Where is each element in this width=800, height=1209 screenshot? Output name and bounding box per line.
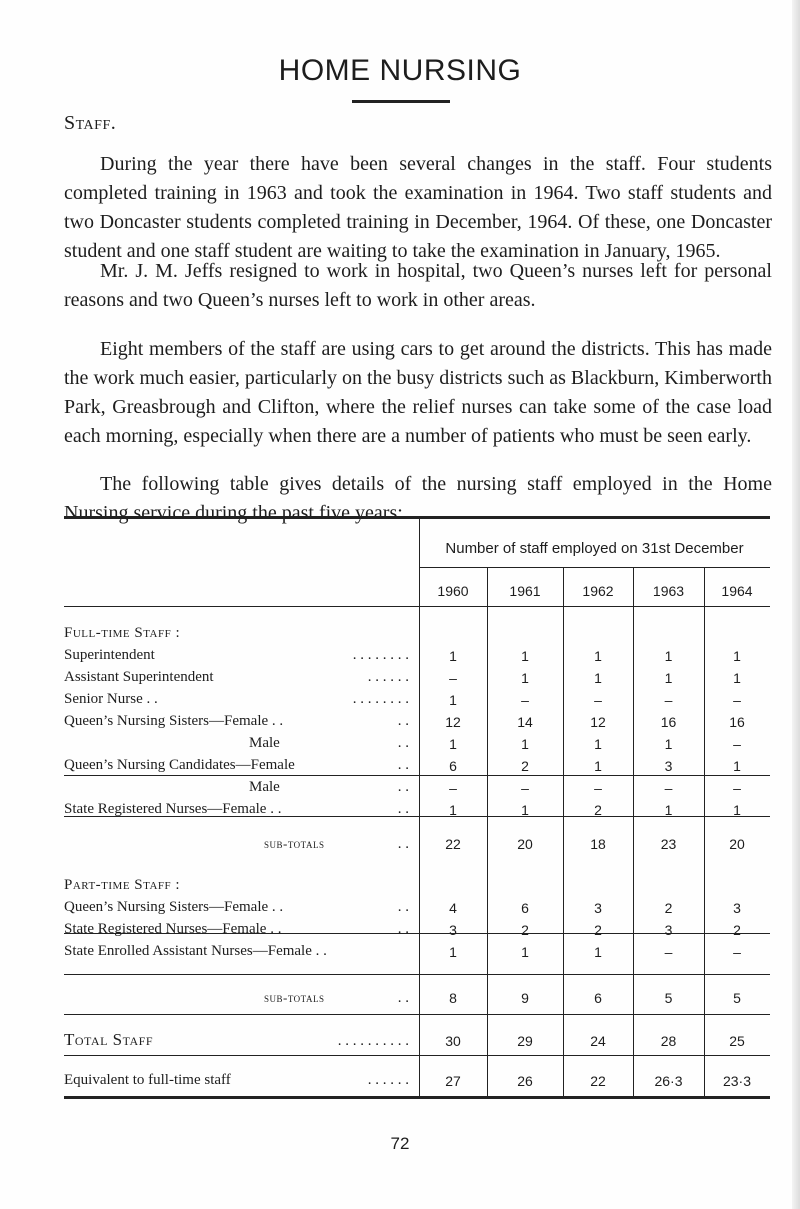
table-cell: 1 — [733, 670, 741, 686]
subtotal-label: sub-totals — [264, 836, 325, 851]
equivalent-label: Equivalent to full-time staff — [64, 1072, 231, 1088]
leader-dots: . . — [397, 836, 409, 852]
row-label: Assistant Superintendent — [64, 669, 214, 685]
leader-dots: . . — [397, 735, 409, 751]
table-cell: – — [594, 780, 602, 796]
paragraph-table-intro: The following table gives details of the nursing staff employed in the Home Nursing service during the past five years: — [64, 473, 772, 524]
table-cell: 6 — [521, 900, 529, 916]
paragraph-resignations: Mr. J. M. Jeffs resigned to work in hospital, two Queen’s nurses left for personal reasons and two Queen’s nurses left to work in other areas. — [64, 260, 772, 311]
table-cell: 3 — [664, 922, 673, 938]
table-cell: 3 — [594, 900, 602, 916]
total-cell: 28 — [660, 1033, 677, 1049]
row-label: Queen’s Nursing Sisters—Female . . — [64, 899, 284, 915]
table-cell: – — [733, 736, 741, 752]
equivalent-cell: 26·3 — [654, 1073, 683, 1089]
leader-dots: . . . . . . — [367, 669, 409, 685]
table-cell: 1 — [594, 758, 602, 774]
table-cell: – — [733, 780, 741, 796]
table-rule — [64, 1055, 770, 1056]
year-header: 1961 — [509, 583, 541, 599]
row-label: Queen’s Nursing Candidates—Female — [64, 757, 295, 773]
table-cell: 3 — [733, 900, 741, 916]
table-rule — [64, 1096, 770, 1099]
row-label: Male — [249, 735, 280, 751]
table-rule — [64, 606, 770, 607]
leader-dots: . . . . . . . . . . — [337, 1033, 409, 1049]
page-title: HOME NURSING — [278, 54, 522, 87]
year-header: 1960 — [437, 583, 469, 599]
subtotal-cell: 8 — [449, 990, 457, 1006]
table-cell: 16 — [729, 714, 745, 730]
part-time-heading: Part-time Staff : — [64, 877, 181, 893]
table-cell: – — [449, 780, 457, 796]
table-cell: – — [733, 692, 741, 708]
total-cell: 29 — [517, 1033, 533, 1049]
table-cell: – — [521, 780, 529, 796]
table-group-header: Number of staff employed on 31st December — [445, 540, 744, 557]
table-rule — [64, 1014, 770, 1015]
page-edge-shadow — [792, 0, 800, 1209]
equivalent-cell: 26 — [517, 1073, 533, 1089]
row-label: Superintendent — [64, 647, 155, 663]
row-label: State Registered Nurses—Female . . — [64, 801, 282, 817]
table-cell: 14 — [517, 714, 533, 730]
table-cell: 2 — [521, 922, 529, 938]
year-header: 1963 — [652, 583, 685, 599]
table-cell: 1 — [449, 692, 457, 708]
table-rule — [419, 567, 770, 568]
subtotal-cell: 5 — [733, 990, 741, 1006]
equivalent-cell: 22 — [590, 1073, 606, 1089]
subtotal-cell: 22 — [445, 836, 461, 852]
title-underline — [352, 100, 450, 103]
leader-dots: . . — [397, 713, 409, 729]
leader-dots: . . . . . . . . — [352, 647, 409, 663]
table-cell: 1 — [733, 802, 741, 818]
table-cell: 1 — [733, 648, 741, 664]
staff-table — [64, 516, 770, 1099]
table-cell: 3 — [449, 922, 457, 938]
row-label: State Registered Nurses—Female . . — [64, 921, 282, 937]
subtotal-cell: 23 — [660, 836, 677, 852]
table-cell: 1 — [449, 802, 457, 818]
subtotal-cell: 5 — [664, 990, 673, 1006]
year-header: 1962 — [582, 583, 614, 599]
table-cell: – — [733, 944, 741, 960]
table-cell: 2 — [521, 758, 529, 774]
total-cell: 30 — [445, 1033, 461, 1049]
table-cell: 1 — [664, 736, 673, 752]
table-cell: 1 — [594, 944, 602, 960]
table-cell: 1 — [449, 944, 457, 960]
equivalent-cell: 23·3 — [722, 1073, 752, 1089]
subtotal-cell: 20 — [729, 836, 745, 852]
leader-dots: . . — [397, 899, 409, 915]
table-cell: 1 — [733, 758, 741, 774]
table-cell: – — [594, 692, 602, 708]
row-label: Senior Nurse . . — [64, 691, 158, 707]
leader-dots: . . — [397, 757, 409, 773]
table-cell: 2 — [594, 922, 602, 938]
table-rule — [64, 974, 770, 975]
table-cell: 1 — [449, 648, 457, 664]
subtotal-cell: 9 — [521, 990, 529, 1006]
table-cell: 12 — [590, 714, 606, 730]
leader-dots: . . . . . . — [367, 1072, 409, 1088]
leader-dots: . . — [397, 779, 409, 795]
table-cell: 1 — [664, 802, 673, 818]
table-cell: 3 — [664, 758, 673, 774]
total-label: Total Staff — [64, 1030, 154, 1049]
page-number: 72 — [390, 1134, 410, 1153]
leader-dots: . . — [397, 990, 409, 1006]
table-cell: – — [449, 670, 457, 686]
leader-dots: . . — [397, 801, 409, 817]
table-cell: 2 — [664, 900, 673, 916]
table-cell: 1 — [521, 944, 529, 960]
subtotal-label: sub-totals — [264, 990, 325, 1005]
table-cell: 12 — [445, 714, 461, 730]
table-cell: 2 — [733, 922, 741, 938]
table-cell: 1 — [664, 670, 673, 686]
table-cell: – — [664, 780, 673, 796]
table-rule — [64, 775, 770, 776]
subtotal-cell: 18 — [590, 836, 606, 852]
table-cell: 1 — [521, 648, 529, 664]
table-cell: 1 — [521, 802, 529, 818]
table-cell: 1 — [521, 736, 529, 752]
paragraph-cars: Eight members of the staff are using cars to get around the districts. This has made the work much easier, particularly on the busy districts such as Blackburn, Kimberworth Park, Greasbrough and Clifton, where the relief nurses can take some of the case load each morning, especially when there are a number of patients who must be seen early. — [64, 338, 772, 447]
table-cell: 6 — [449, 758, 457, 774]
total-cell: 25 — [729, 1033, 745, 1049]
row-label: Queen’s Nursing Sisters—Female . . — [64, 713, 284, 729]
full-time-heading: Full-time Staff : — [64, 625, 181, 641]
row-label: State Enrolled Assistant Nurses—Female . . — [64, 943, 327, 959]
paragraph-staff-changes: During the year there have been several changes in the staff. Four students completed training in 1963 and took the examination in 1964. Two staff students and two Doncaster students completed training in December, 1964. Of these, one Doncaster student and one staff student are waiting to take the examination in January, 1965. — [64, 153, 772, 262]
year-header: 1964 — [721, 583, 753, 599]
equivalent-cell: 27 — [445, 1073, 461, 1089]
subtotal-cell: 20 — [517, 836, 533, 852]
table-cell: – — [664, 692, 673, 708]
table-cell: – — [521, 692, 529, 708]
section-heading: Staff. — [64, 112, 117, 134]
table-cell: 1 — [521, 670, 529, 686]
table-cell: 1 — [594, 736, 602, 752]
table-cell: – — [664, 944, 673, 960]
subtotal-cell: 6 — [594, 990, 602, 1006]
row-label: Male — [249, 779, 280, 795]
table-cell: 1 — [449, 736, 457, 752]
total-cell: 24 — [590, 1033, 606, 1049]
table-cell: 2 — [594, 802, 602, 818]
table-cell: 1 — [594, 648, 602, 664]
table-cell: 16 — [660, 714, 677, 730]
table-cell: 1 — [594, 670, 602, 686]
table-rule — [64, 516, 770, 519]
leader-dots: . . . . . . . . — [352, 691, 409, 707]
leader-dots: . . — [397, 921, 409, 937]
table-cell: 1 — [664, 648, 673, 664]
table-cell: 4 — [449, 900, 457, 916]
